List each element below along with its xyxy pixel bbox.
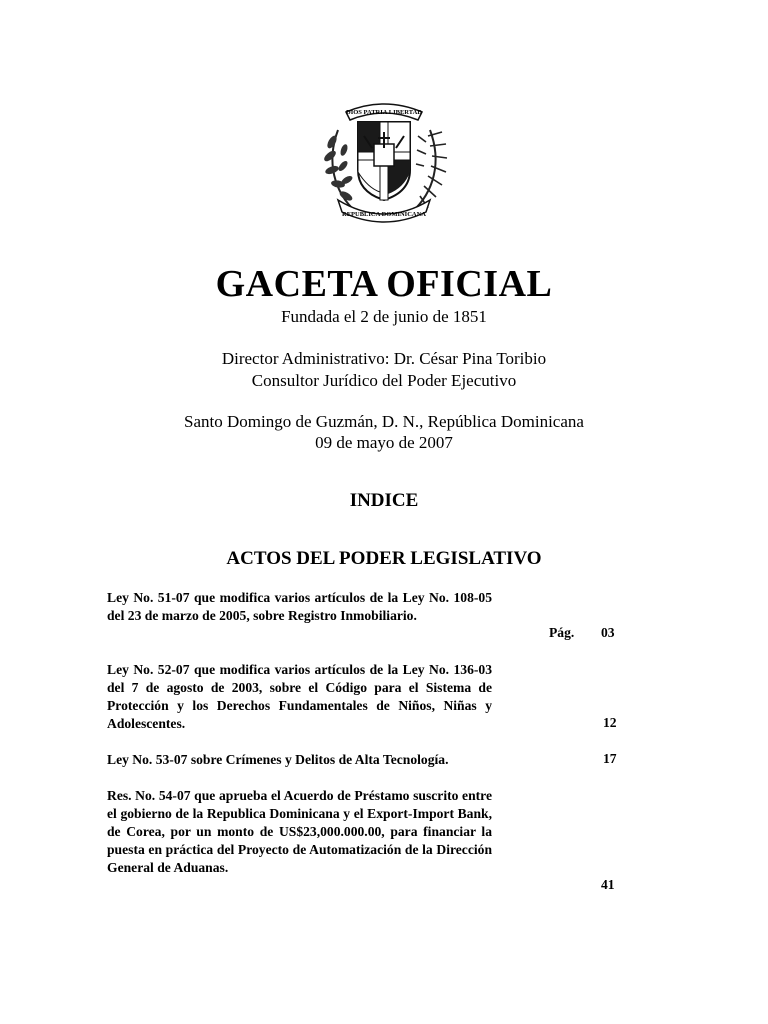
svg-text:REPUBLICA DOMINICANA: REPUBLICA DOMINICANA xyxy=(342,211,426,218)
founded-line: Fundada el 2 de junio de 1851 xyxy=(281,307,487,326)
index-entry-2-page: 12 xyxy=(603,715,617,730)
date-line: 09 de mayo de 2007 xyxy=(315,433,453,452)
index-entry-3: Ley No. 53-07 sobre Crímenes y Delitos de Alta Tecnología. xyxy=(107,752,449,767)
index-entry-4-page: 41 xyxy=(601,877,615,892)
index-entry-1-page: 03 xyxy=(601,625,615,640)
location-line: Santo Domingo de Guzmán, D. N., República Dominicana xyxy=(184,412,584,431)
coat-of-arms-icon xyxy=(316,92,452,224)
index-entry-3-page: 17 xyxy=(603,751,617,766)
director-line: Director Administrativo: Dr. César Pina Toribio xyxy=(221,349,547,368)
index-entry-4: Res. No. 54-07 que aprueba el Acuerdo de Préstamo suscrito entre el gobierno de la Republica Dominicana y el Export-Import Bank, de Corea, por un monto de US$23,000.000.00, para financiar la puesta en práctica del Proyecto de Automatización de la Dirección General de Aduanas. xyxy=(107,788,492,875)
index-heading: INDICE xyxy=(349,490,419,511)
gazette-title: GACETA OFICIAL xyxy=(215,263,553,305)
index-entry-2: Ley No. 52-07 que modifica varios artículos de la Ley No. 136-03 del 7 de agosto de 2003, sobre el Código para el Sistema de Protección y los Derechos Fundamentales de Niños, Niñas y Adolescentes. xyxy=(107,662,492,731)
page-label: Pág. xyxy=(549,625,575,640)
index-entry-1: Ley No. 51-07 que modifica varios artículos de la Ley No. 108-05 del 23 de marzo de 2005, sobre Registro Inmobiliario. xyxy=(107,590,492,623)
section-heading: ACTOS DEL PODER LEGISLATIVO xyxy=(226,548,542,569)
consultant-line: Consultor Jurídico del Poder Ejecutivo xyxy=(251,371,517,390)
svg-text:DIOS PATRIA LIBERTAD: DIOS PATRIA LIBERTAD xyxy=(346,109,422,116)
